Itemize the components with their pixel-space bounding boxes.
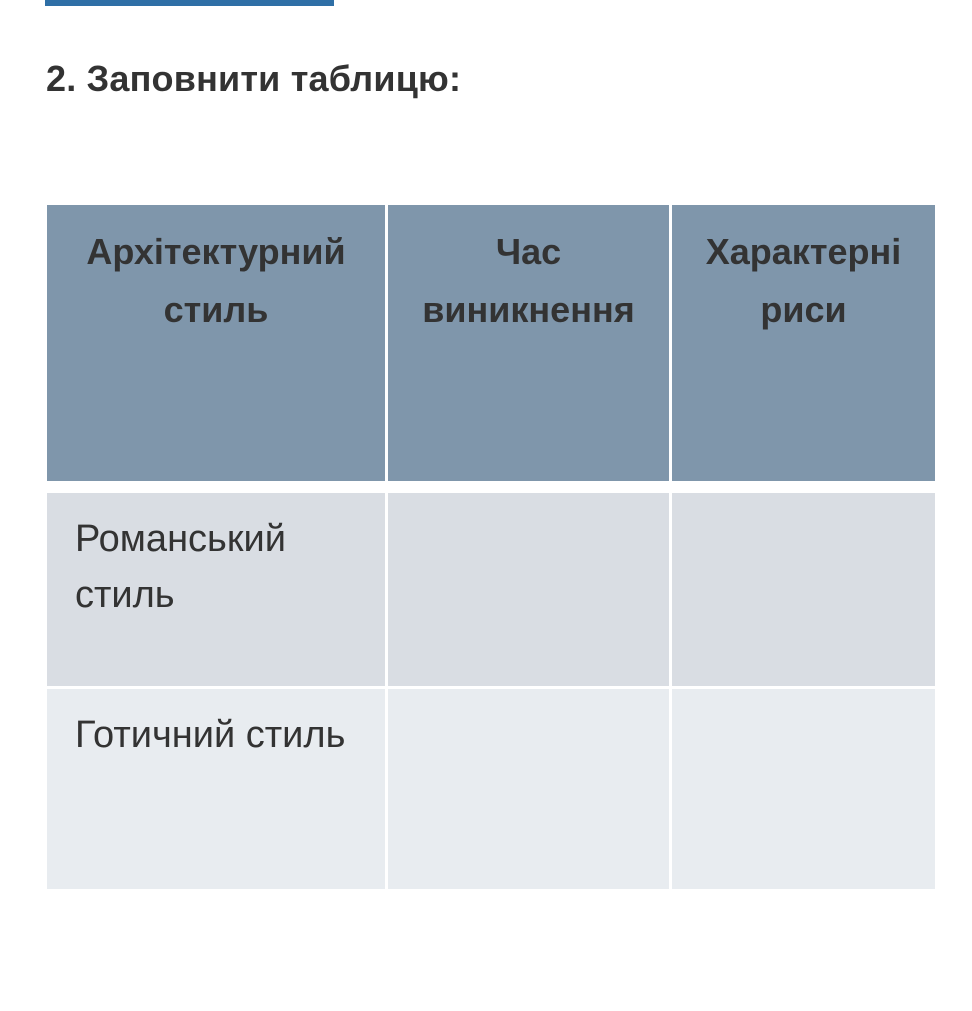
cell-style [47, 689, 388, 889]
architecture-table [47, 205, 935, 889]
cell-time[interactable] [388, 493, 672, 689]
fill-in-table [47, 205, 935, 889]
style-name-romanesque: Романський стиль [75, 518, 286, 616]
cell-features[interactable] [672, 493, 935, 689]
style-name-gothic: Готичний стиль [75, 714, 346, 756]
table-header-row [47, 205, 935, 493]
cell-time[interactable] [388, 689, 672, 889]
header-time-of-origin: Час виникнення [388, 205, 672, 493]
header-characteristic-features: Характерні риси [672, 205, 935, 493]
task-heading: 2. Заповнити таблицю: [46, 58, 462, 99]
header-architectural-style: Архітектурний стиль [47, 205, 388, 493]
cell-features[interactable] [672, 689, 935, 889]
cell-style [47, 493, 388, 689]
table-row [47, 689, 935, 889]
table-row [47, 493, 935, 689]
link-underline-fragment[interactable] [45, 0, 334, 6]
